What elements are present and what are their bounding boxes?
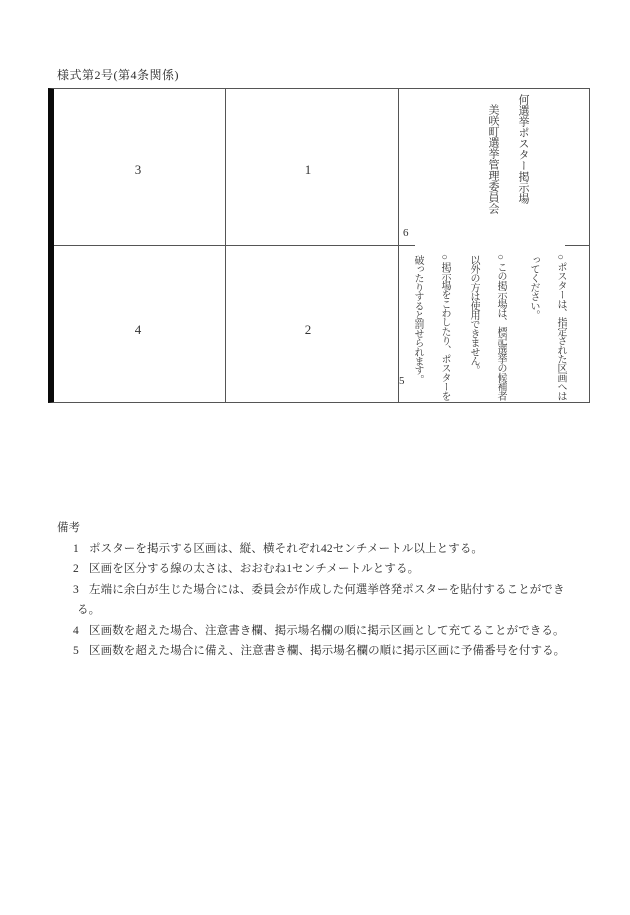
- poster-display-board: [48, 88, 590, 403]
- remark-text: ポスターを掲示する区画は、縦、横それぞれ42センチメートル以上とする。: [89, 542, 484, 555]
- poster-section-number: 4: [134, 322, 142, 337]
- poster-section-number: 2: [304, 322, 312, 337]
- poster-section-number: 3: [134, 162, 142, 177]
- remark-text: 左端に余白が生じた場合には、委員会が作成した何選挙啓発ポスターを貼付することができ: [89, 583, 565, 596]
- committee-name-vertical-text: 美咲町選挙管理委員会: [487, 104, 499, 214]
- form-title: 様式第2号(第4条関係): [57, 68, 179, 82]
- poster-section-number: 1: [304, 162, 312, 177]
- remark-number: 1: [73, 542, 79, 555]
- notice-line-vertical-text: ○ポスターは、指定された区画へは: [555, 252, 566, 401]
- horizontal-divider-right-tick: [565, 245, 589, 246]
- remark-item: [57, 559, 582, 580]
- notice-line-vertical-text: 以外の方は使用できません。: [468, 255, 479, 375]
- remark-number: 4: [73, 624, 79, 637]
- remark-text: る。: [77, 604, 101, 616]
- notice-line-vertical-text: ってください。: [528, 255, 539, 320]
- remark-text: 区画を区分する線の太さは、おおむね1センチメートルとする。: [89, 563, 420, 575]
- notice-line-vertical-text: ○掲示場をこわしたり、ポスターを: [439, 252, 450, 401]
- remarks-heading: 備考: [57, 522, 80, 534]
- remark-item: [57, 641, 582, 662]
- remarks-section: [57, 518, 582, 662]
- notice-zone-reserve-number: 5: [399, 375, 405, 387]
- remark-number: 5: [73, 645, 79, 657]
- horizontal-divider: [54, 245, 415, 246]
- remark-number: 3: [73, 583, 79, 596]
- remark-text: 区画数を超えた場合に備え、注意書き欄、掲示場名欄の順に掲示区画に予備番号を付する。: [89, 645, 566, 657]
- remark-item: [57, 621, 582, 642]
- board-name-vertical-text: 何選挙ポスター掲示場: [517, 94, 529, 204]
- notice-line-vertical-text: ○この掲示場は、標記選挙の候補者: [495, 252, 506, 401]
- remark-item-continuation: [57, 600, 582, 621]
- notice-line-vertical-text: 破ったりすると罰せられます。: [412, 255, 423, 384]
- remark-text: 区画数を超えた場合、注意書き欄、掲示場名欄の順に掲示区画として充てることができる。: [89, 624, 565, 637]
- remark-item: [57, 580, 582, 601]
- remark-item: [57, 539, 582, 560]
- header-zone-reserve-number: 6: [403, 227, 409, 239]
- remark-number: 2: [73, 563, 79, 575]
